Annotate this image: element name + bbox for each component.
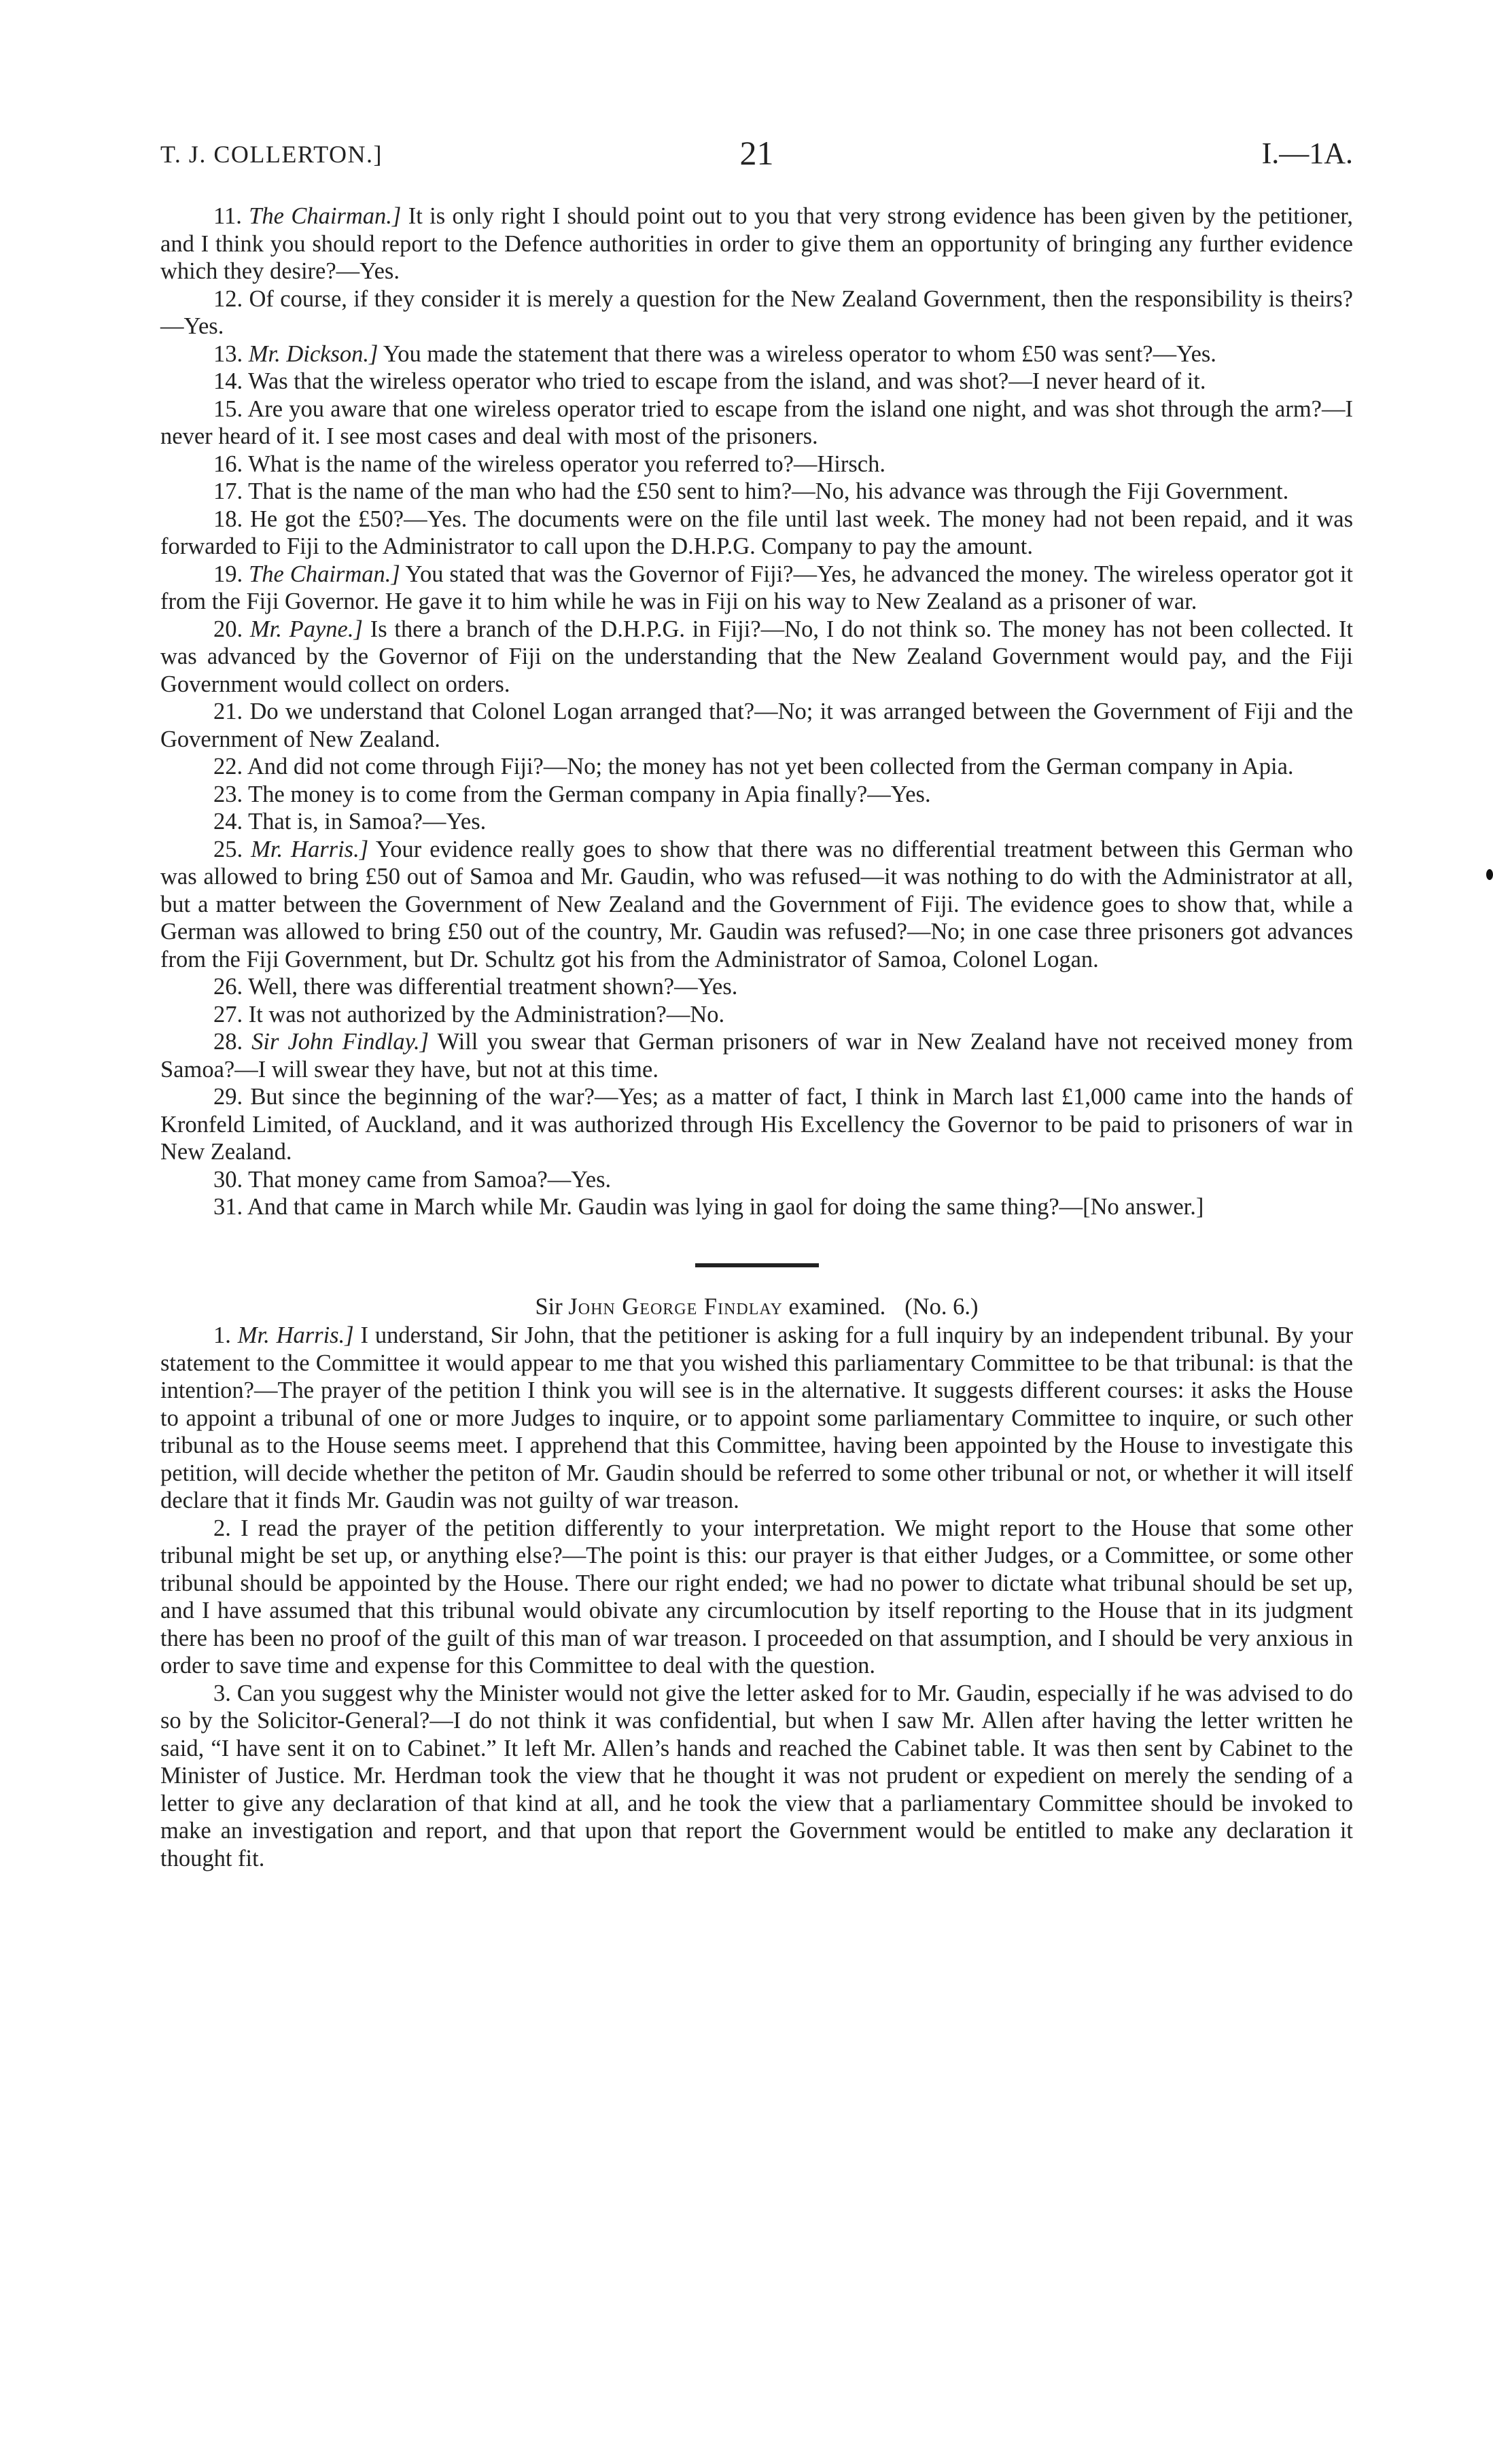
question-paragraph [160, 808, 1353, 836]
question-text: That is, in Samoa?—Yes. [248, 809, 487, 834]
question-text: You stated that was the Governor of Fiji?—Yes, he advanced the money. The wireless operator got it from the Fiji Governor. He gave it to him while he was in Fiji on his way to New Zealand as a prisoner of war. [160, 561, 1353, 614]
question-paragraph [160, 395, 1353, 451]
page-number: 21 [739, 134, 774, 172]
question-text: It was not authorized by the Administration?—No. [248, 1001, 725, 1027]
question-paragraph [160, 616, 1353, 699]
question-paragraph [160, 781, 1353, 809]
title-suffix: examined. [788, 1293, 886, 1320]
question-paragraph [160, 1515, 1353, 1680]
question-text: That is the name of the man who had the £50 sent to him?—No, his advance was through the Fiji Government. [248, 478, 1289, 504]
question-paragraph [160, 1028, 1353, 1083]
speaker-name: Mr. Dickson.] [248, 340, 379, 367]
question-paragraph [160, 203, 1353, 285]
question-number: 25. [213, 836, 243, 862]
question-paragraph [160, 368, 1353, 395]
speaker-name: Mr. Harris.] [237, 1322, 354, 1348]
question-number: 14. [213, 368, 243, 394]
question-number: 21. [213, 699, 243, 724]
page-header [160, 133, 1353, 174]
question-text: I read the prayer of the petition differently to your interpretation. We might report to the House that some other tribunal might be set up, or anything else?—The point is this: our prayer is that either Judges, or a Committee, or some other tribunal should be appointed by the House. There our right ended; we had no power to dictate what tribunal should be set up, and I have assumed that this tribunal would obivate any circumlocution by itself reporting to the House that in its judgment there has been no proof of the guilt of this man of war treason. I proceeded on that assumption, and I should be very anxious in order to save time and expense for this Committee to deal with the question. [160, 1515, 1353, 1678]
question-text: It is only right I should point out to you that very strong evidence has been given by the petitioner, and I think you should report to the Defence authorities in order to give them an opportunity of bringing any further evidence which they desire?—Yes. [160, 203, 1354, 284]
question-number: 2. [213, 1515, 231, 1541]
question-number: 3. [213, 1680, 231, 1706]
question-paragraph [160, 698, 1353, 753]
question-number: 29. [213, 1084, 243, 1110]
question-text: Well, there was differential treatment shown?—Yes. [248, 974, 738, 1000]
question-text: Is there a branch of the D.H.P.G. in Fiji?—No, I do not think so. The money has not been collected. It was advanced by the Governor of Fiji on the understanding that the New Zealand Government would pay, and the Fiji Government would collect on orders. [160, 616, 1354, 697]
question-paragraph [160, 451, 1353, 478]
question-paragraph [160, 973, 1353, 1001]
question-text: The money is to come from the German company in Apia finally?—Yes. [248, 781, 931, 807]
title-name: John George Findlay [568, 1293, 783, 1320]
question-text: What is the name of the wireless operator you referred to?—Hirsch. [248, 451, 885, 477]
question-text: Can you suggest why the Minister would not give the letter asked for to Mr. Gaudin, especially if he was advised to do so by the Solicitor-General?—I do not think it was confidential, but when I saw Mr. Allen after having the letter written he said, “I have sent it on to Cabinet.” It left Mr. Allen’s hands and reached the Cabinet table. It was then sent by Cabinet to the Minister of Justice. Mr. Herdman took the view that he thought it was not prudent or expedient on merely the sending of a letter to give any declaration of that kind at all, and he took the view that a parliamentary Committee should be invoked to make an investigation and report, and that upon that report the Government would be entitled to make any declaration it thought fit. [160, 1680, 1354, 1871]
header-witness: T. J. COLLERTON.] [160, 141, 383, 168]
question-paragraph [160, 478, 1353, 506]
title-prefix: Sir [535, 1293, 563, 1320]
document-body [160, 203, 1353, 1872]
question-paragraph [160, 753, 1353, 781]
question-number: 16. [213, 451, 243, 477]
testimony-findlay [160, 1322, 1353, 1872]
question-paragraph [160, 1322, 1353, 1515]
question-paragraph [160, 836, 1353, 974]
question-number: 17. [213, 478, 243, 504]
header-reference: I.—1A. [1261, 137, 1353, 170]
margin-mark [1486, 867, 1493, 882]
question-text: Of course, if they consider it is merely a question for the New Zealand Government, then the responsibility is theirs?—Yes. [160, 285, 1353, 339]
question-paragraph [160, 1001, 1353, 1029]
question-text: I understand, Sir John, that the petitioner is asking for a full inquiry by an independent tribunal. By your statement to the Committee it would appear to me that you wished this parliamentary Committee to be that tribunal: is that the intention?—The prayer of the petition I think you will see is in the alternative. It suggests different courses: it asks the House to appoint a tribunal of one or more Judges to inquire, or to appoint some parliamentary Committee to inquire, or such other tribunal as to the House seems meet. I apprehend that this Committee, having been appointed by the House to investigate this petition, will decide whether the petiton of Mr. Gaudin should be referred to some other tribunal or not, or whether it will itself declare that it finds Mr. Gaudin was not guilty of war treason. [160, 1322, 1354, 1513]
question-text: He got the £50?—Yes. The documents were on the file until last week. The money had not been repaid, and it was forwarded to Fiji to the Administrator to call upon the D.H.P.G. Company to pay the amount. [160, 506, 1353, 559]
question-number: 24. [213, 809, 243, 834]
question-text: And that came in March while Mr. Gaudin was lying in gaol for doing the same thing?—[No answer.] [247, 1194, 1204, 1220]
question-text: But since the beginning of the war?—Yes; as a matter of fact, I think in March last £1,000 came into the hands of Kronfeld Limited, of Auckland, and it was authorized through His Excellency the Governor to be paid to prisoners of war in New Zealand. [160, 1084, 1353, 1165]
question-number: 23. [213, 781, 243, 807]
speaker-name: The Chairman.] [249, 203, 402, 229]
question-paragraph [160, 340, 1353, 368]
question-number: 18. [213, 506, 243, 532]
question-text: Your evidence really goes to show that there was no differential treatment between this German who was allowed to bring £50 out of Samoa and Mr. Gaudin, who was refused—it was nothing to do with the Administrator at all, but a matter between the Government of New Zealand and the Government of Fiji. The evidence goes to show that, while a German was allowed to bring £50 out of the country, Mr. Gaudin was refused?—No; in one case three prisoners got advances from the Fiji Government, but Dr. Schultz got his from the Administrator of Samoa, Colonel Logan. [160, 836, 1354, 972]
question-paragraph [160, 1166, 1353, 1194]
question-text: Are you aware that one wireless operator tried to escape from the island one night, and was shot through the arm?—I never heard of it. I see most cases and deal with most of the prisoners. [160, 395, 1353, 449]
question-number: 22. [213, 754, 243, 779]
question-number: 30. [213, 1166, 243, 1193]
speaker-name: The Chairman.] [249, 561, 400, 587]
question-text: Will you swear that German prisoners of war in New Zealand have not received money from Samoa?—I will swear they have, but not at this time. [160, 1029, 1354, 1083]
question-number: 1. [213, 1322, 231, 1348]
title-number: (No. 6.) [904, 1293, 979, 1320]
question-paragraph [160, 561, 1353, 616]
question-paragraph [160, 285, 1353, 340]
question-number: 26. [213, 974, 243, 1000]
section-title [160, 1293, 1353, 1321]
question-number: 19. [213, 561, 243, 587]
question-number: 12. [213, 285, 243, 312]
question-paragraph [160, 1680, 1353, 1873]
testimony-collerton [160, 203, 1353, 1221]
speaker-name: Sir John Findlay.] [251, 1029, 429, 1055]
question-paragraph [160, 506, 1353, 561]
question-paragraph [160, 1083, 1353, 1166]
speaker-name: Mr. Payne.] [249, 616, 363, 642]
question-text: Do we understand that Colonel Logan arranged that?—No; it was arranged between the Government of Fiji and the Government of New Zealand. [160, 699, 1354, 752]
speaker-name: Mr. Harris.] [251, 836, 369, 862]
question-number: 20. [213, 616, 243, 642]
section-divider [695, 1263, 819, 1267]
question-number: 31. [213, 1194, 243, 1220]
question-number: 11. [213, 203, 242, 229]
question-number: 28. [213, 1029, 243, 1055]
question-number: 13. [213, 340, 243, 367]
question-number: 15. [213, 395, 243, 422]
question-text: That money came from Samoa?—Yes. [248, 1166, 612, 1193]
question-paragraph [160, 1193, 1353, 1221]
question-text: You made the statement that there was a wireless operator to whom £50 was sent?—Yes. [383, 340, 1216, 367]
question-text: Was that the wireless operator who tried to escape from the island, and was shot?—I never heard of it. [248, 368, 1206, 394]
question-number: 27. [213, 1001, 243, 1027]
question-text: And did not come through Fiji?—No; the money has not yet been collected from the German company in Apia. [247, 754, 1294, 779]
